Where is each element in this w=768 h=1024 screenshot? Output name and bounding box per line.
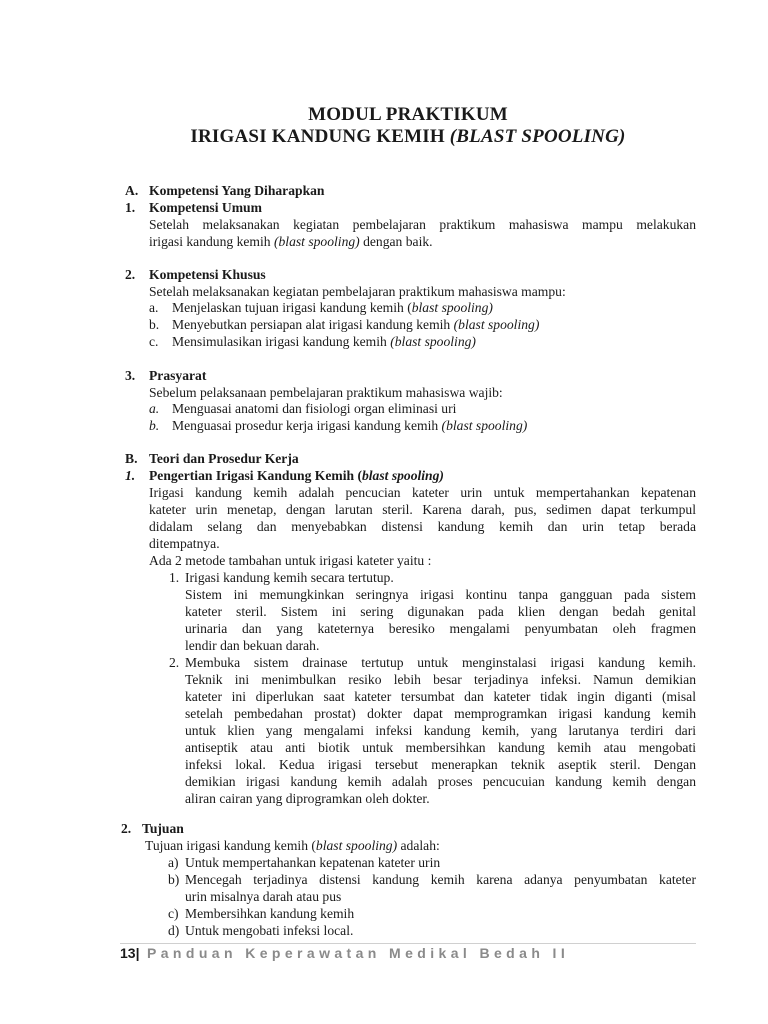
b1-para-line: ditempatnya. bbox=[149, 536, 220, 551]
document-subtitle: IRIGASI KANDUNG KEMIH (BLAST SPOOLING) bbox=[190, 126, 626, 147]
a3-intro: Sebelum pelaksanaan pembelajaran praktikum mahasiswa wajib: bbox=[149, 385, 503, 400]
list-item: urin misalnya darah atau pus bbox=[185, 889, 342, 904]
list-item: Menguasai anatomi dan fisiologi organ eliminasi uri bbox=[172, 401, 457, 416]
a2-intro: Setelah melaksanakan kegiatan pembelajaran praktikum mahasiswa mampu: bbox=[149, 284, 566, 299]
method-line: urinaria dan yang kateternya beresiko mengalami penyumbatan oleh fragmen bbox=[185, 621, 696, 636]
a3-heading: Prasyarat bbox=[149, 368, 207, 383]
list-marker: d) bbox=[168, 923, 180, 938]
list-item: Menyebutkan persiapan alat irigasi kandung kemih (blast spooling) bbox=[172, 317, 540, 332]
method-line: setelah pembedahan prostat) dokter dapat memprogramkan irigasi kandung kemih bbox=[185, 706, 696, 721]
list-item: Menjelaskan tujuan irigasi kandung kemih (blast spooling) bbox=[172, 300, 493, 315]
method-line: lendir dan bekuan darah. bbox=[185, 638, 320, 653]
list-marker: c) bbox=[168, 906, 179, 921]
method-marker: 1. bbox=[169, 570, 180, 585]
b1-para-line: kateter urin menetap, dengan larutan steril. Karena darah, pus, sedimen dapat terkumpul bbox=[149, 502, 696, 517]
b2-marker: 2. bbox=[121, 821, 132, 836]
a3-marker: 3. bbox=[125, 368, 136, 383]
method-line: infeksi lokal. Kedua irigasi tersebut menerapkan teknik aseptik steril. Dengan bbox=[185, 757, 696, 772]
method-line: aliran cairan yang diprogramkan oleh dokter. bbox=[185, 791, 430, 806]
methods-intro: Ada 2 metode tambahan untuk irigasi kateter yaitu : bbox=[149, 553, 432, 568]
b2-heading: Tujuan bbox=[142, 821, 184, 836]
method-line: Membuka sistem drainase tertutup untuk menginstalasi irigasi kandung kemih. bbox=[185, 655, 696, 670]
method-line: kateter ini diperlukan saat kateter tersumbat dan kateter tidak ingin diganti (misal bbox=[185, 689, 696, 704]
list-marker: b. bbox=[149, 418, 160, 433]
list-marker: a. bbox=[149, 401, 160, 416]
b1-para-line: didalam selang dan menyebabkan distensi kandung kemih dan urin tetap berada bbox=[149, 519, 696, 534]
list-marker: c. bbox=[149, 334, 159, 349]
list-item: Untuk mengobati infeksi local. bbox=[185, 923, 354, 938]
method-line: antiseptik atau anti biotik untuk membersihkan kandung kemih atau mengobati bbox=[185, 740, 696, 755]
method-line: kateter steril. Sistem ini sering digunakan pada klien dengan bedah genital bbox=[185, 604, 696, 619]
method-line: Sistem ini memungkinkan seringnya irigasi kontinu tanpa gangguan pada sistem bbox=[185, 587, 696, 602]
section-b-heading: Teori dan Prosedur Kerja bbox=[149, 451, 299, 466]
a2-marker: 2. bbox=[125, 267, 136, 282]
list-marker: b. bbox=[149, 317, 160, 332]
list-item: Mencegah terjadinya distensi kandung kemih karena adanya penyumbatan kateter bbox=[185, 872, 696, 887]
section-a-heading: Kompetensi Yang Diharapkan bbox=[149, 183, 325, 198]
list-marker: a. bbox=[149, 300, 159, 315]
section-b-marker: B. bbox=[125, 451, 138, 466]
method-marker: 2. bbox=[169, 655, 180, 670]
b1-heading: Pengertian Irigasi Kandung Kemih (blast spooling) bbox=[149, 468, 444, 483]
page-number: 13| bbox=[120, 945, 140, 961]
a1-marker: 1. bbox=[125, 200, 136, 215]
a1-text-line: Setelah melaksanakan kegiatan pembelajaran praktikum mahasiswa mampu melakukan bbox=[149, 217, 696, 232]
method-line: untuk klien yang mengalami infeksi kandung kemih, yang larutanya terdiri dari bbox=[185, 723, 696, 738]
b1-marker: 1. bbox=[125, 468, 136, 483]
list-marker: b) bbox=[168, 872, 180, 887]
footer-book-title: Panduan Keperawatan Medikal Bedah II bbox=[147, 945, 570, 961]
list-item: Mensimulasikan irigasi kandung kemih (blast spooling) bbox=[172, 334, 476, 349]
footer-divider bbox=[120, 943, 696, 944]
b2-intro: Tujuan irigasi kandung kemih (blast spooling) adalah: bbox=[145, 838, 440, 853]
document-title: MODUL PRAKTIKUM bbox=[308, 104, 508, 125]
list-item: Menguasai prosedur kerja irigasi kandung kemih (blast spooling) bbox=[172, 418, 528, 433]
b1-para-line: Irigasi kandung kemih adalah pencucian kateter urin untuk mempertahankan kepatenan bbox=[149, 485, 696, 500]
method-line: Teknik ini menimbulkan resiko lebih besar terjadinya infeksi. Namun demikian bbox=[185, 672, 696, 687]
a1-heading: Kompetensi Umum bbox=[149, 200, 262, 215]
method-title: Irigasi kandung kemih secara tertutup. bbox=[185, 570, 394, 585]
method-line: demikian irigasi kandung kemih adalah proses pencucuian kandung kemih dengan bbox=[185, 774, 696, 789]
section-a-marker: A. bbox=[125, 183, 139, 198]
list-item: Membersihkan kandung kemih bbox=[185, 906, 355, 921]
a1-text-line: irigasi kandung kemih (blast spooling) dengan baik. bbox=[149, 234, 433, 249]
a2-heading: Kompetensi Khusus bbox=[149, 267, 266, 282]
list-marker: a) bbox=[168, 855, 179, 870]
list-item: Untuk mempertahankan kepatenan kateter urin bbox=[185, 855, 441, 870]
